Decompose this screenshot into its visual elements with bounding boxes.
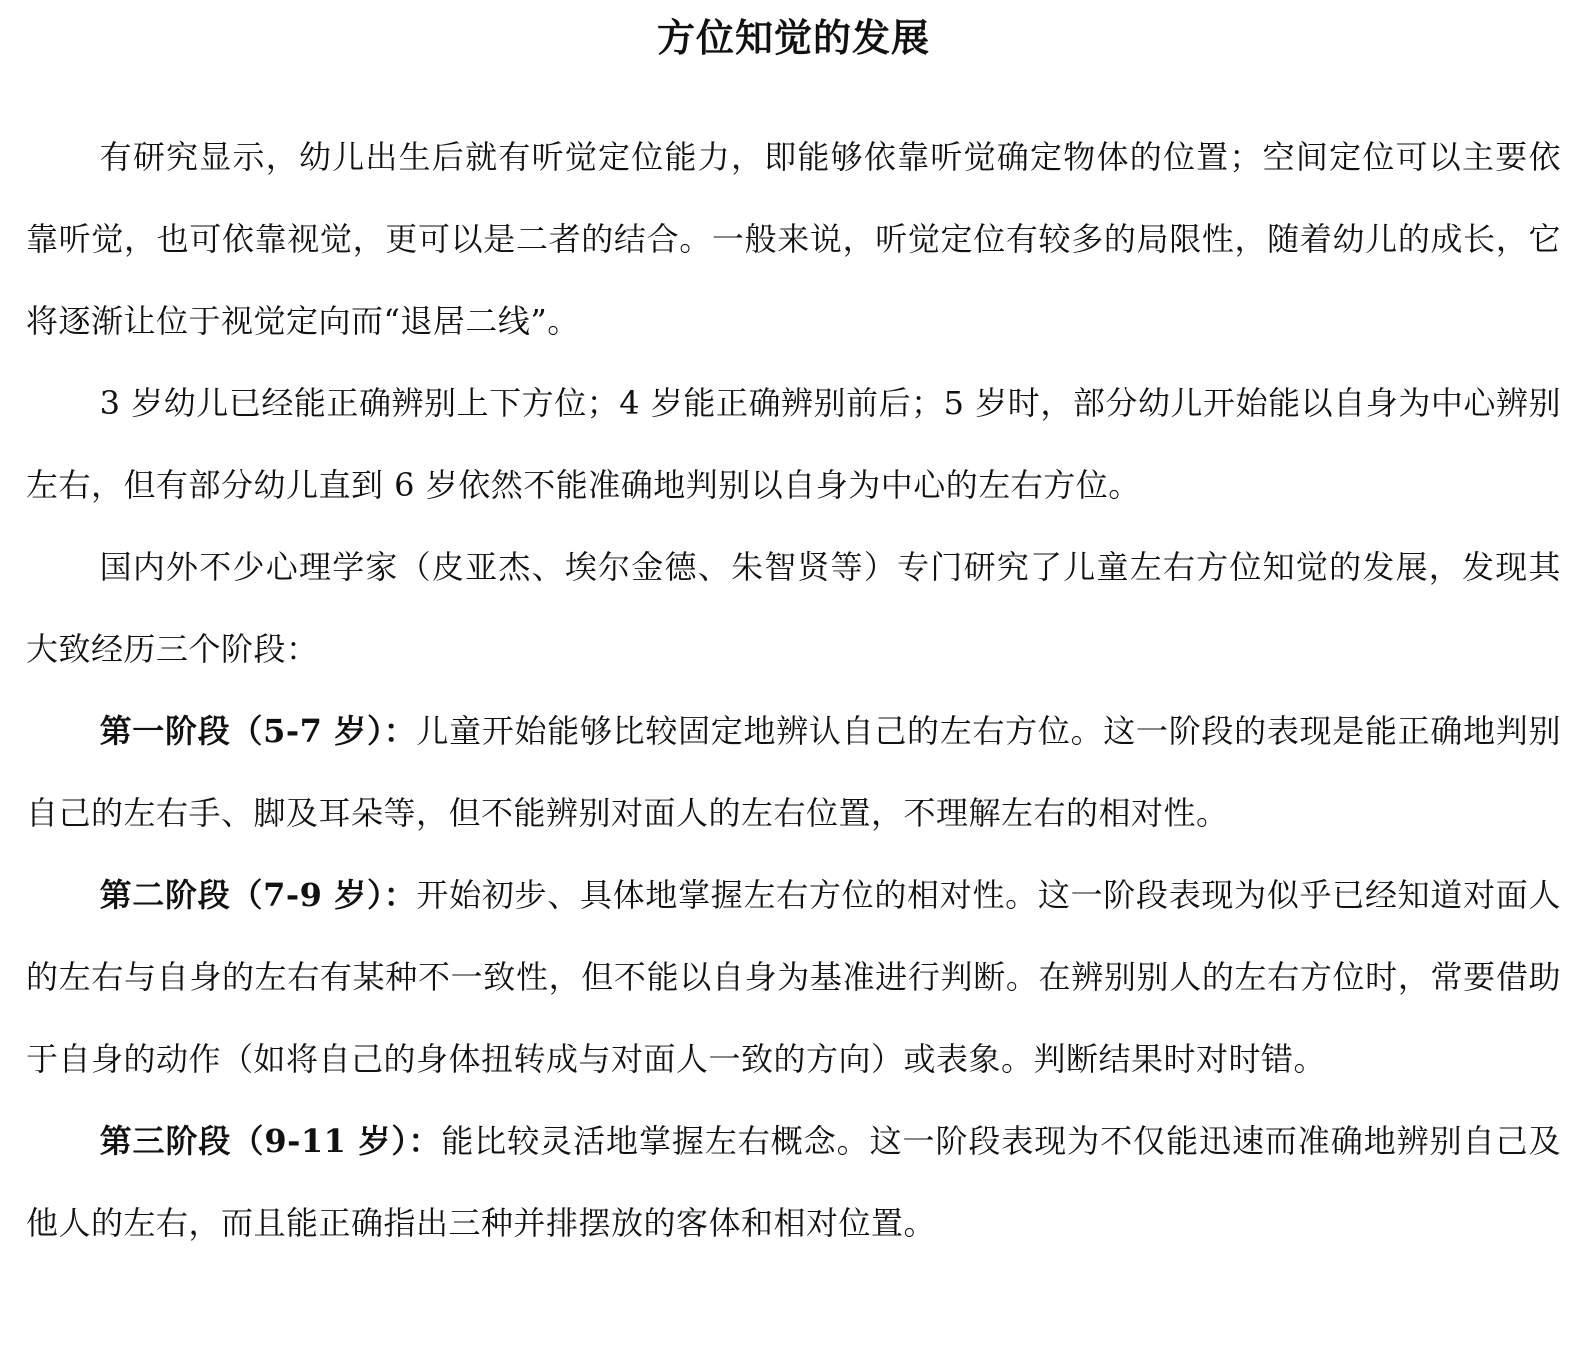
stage-one-text: 儿童开始能够比较固定地辨认自己的左右方位。这一阶段的表现是能正确地判别自己的左右手、脚及耳朵等，但不能辨别对面人的左右位置，不理解左右的相对性。 [26,712,1561,832]
paragraph-research-intro: 国内外不少心理学家（皮亚杰、埃尔金德、朱智贤等）专门研究了儿童左右方位知觉的发展，发现其大致经历三个阶段： [26,548,1561,668]
paragraph-auditory-localization: 有研究显示，幼儿出生后就有听觉定位能力，即能够依靠听觉确定物体的位置；空间定位可以主要依靠听觉，也可依靠视觉，更可以是二者的结合。一般来说，听觉定位有较多的局限性，随着幼儿的成长，它将逐渐让位于视觉定向而“退居二线”。 [26,138,1561,340]
stage-two-label: 第二阶段（7-9 岁）： [99,876,417,914]
stage-two-text: 开始初步、具体地掌握左右方位的相对性。这一阶段表现为似乎已经知道对面人的左右与自身的左右有某种不一致性，但不能以自身为基准进行判断。在辨别别人的左右方位时，常要借助于自身的动作（如将自己的身体扭转成与对面人一致的方向）或表象。判断结果时对时错。 [26,876,1561,1078]
paragraph-stage-one [26,690,1561,854]
paragraph-stage-two [26,854,1561,1100]
document-body [26,116,1561,1264]
stage-three-text: 能比较灵活地掌握左右概念。这一阶段表现为不仅能迅速而准确地辨别自己及他人的左右，而且能正确指出三种并排摆放的客体和相对位置。 [26,1122,1561,1242]
paragraph-age-orientation: 3 岁幼儿已经能正确辨别上下方位；4 岁能正确辨别前后；5 岁时，部分幼儿开始能以自身为中心辨别左右，但有部分幼儿直到 6 岁依然不能准确地判别以自身为中心的左右方位。 [26,384,1561,504]
stage-one-label: 第一阶段（5-7 岁）： [99,712,417,750]
document-title: 方位知觉的发展 [656,15,930,60]
paragraph-stage-three [26,1100,1561,1264]
stage-three-label: 第三阶段（9-11 岁）： [99,1122,442,1160]
